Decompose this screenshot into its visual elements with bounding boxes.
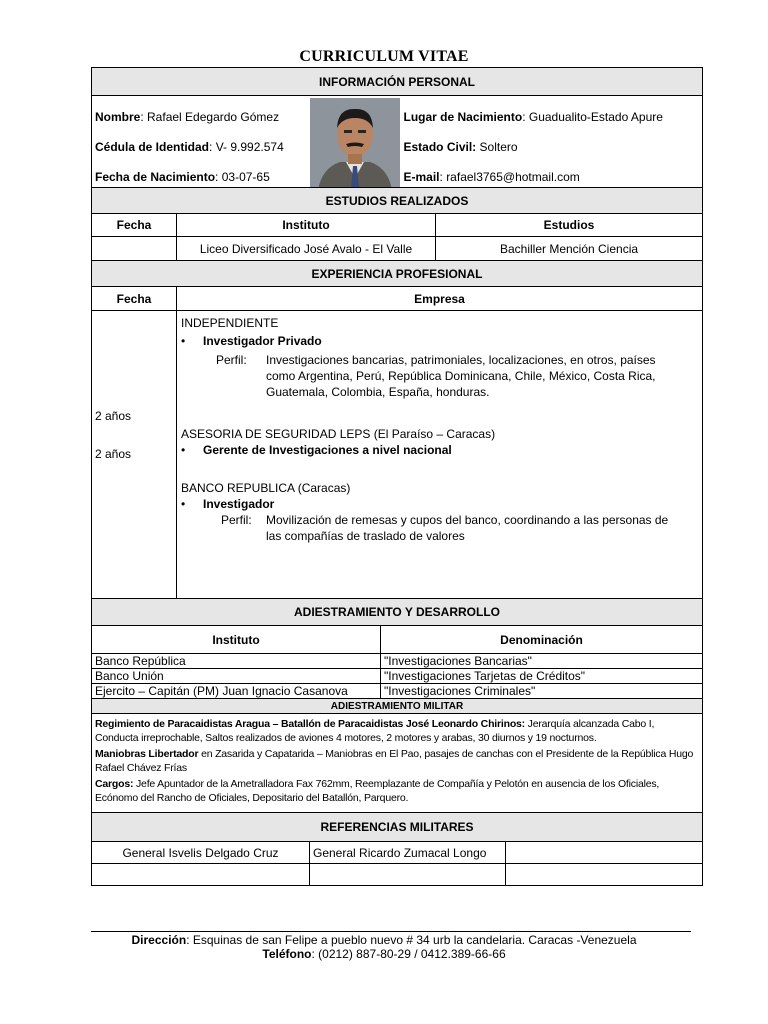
job-1-role: Investigador Privado [203, 334, 322, 348]
military-item-1: Regimiento de Paracaidistas Aragua – Batallón de Paracaidistas José Leonardo Chirinos: Jerarquía alcanzada Cabo I, Conducta irreprochable, Saltos realizados de aviones 4 motores, 2 motores y arabas, 30 diurnos y 19 nocturnos. [95, 718, 655, 744]
studies-header-date: Fecha [92, 214, 177, 237]
studies-header-studies: Estudios [436, 214, 703, 237]
experience-date-1: 2 años [95, 409, 132, 423]
reference-1: General Isvelis Delgado Cruz [92, 842, 310, 864]
dob-value: 03-07-65 [221, 170, 270, 184]
reference-2: General Ricardo Zumacal Longo [310, 842, 506, 864]
email-line: E-mail: rafael3765@hotmail.com [403, 170, 580, 184]
id-value: V- 9.992.574 [215, 140, 284, 154]
job-3-role: Investigador [203, 497, 275, 511]
training-row-2-denomination: "Investigaciones Tarjetas de Créditos" [381, 669, 703, 684]
job-1-profile-line3: Guatemala, Colombia, España, honduras. [266, 385, 490, 399]
training-row-3-institute: Ejercito – Capitán (PM) Juan Ignacio Casanova [92, 684, 381, 699]
personal-info-table [91, 67, 703, 193]
personal-left [92, 96, 309, 193]
job-3-company: BANCO REPUBLICA (Caracas) [181, 481, 351, 495]
military-item-3: Cargos: Jefe Apuntador de la Ametralladora Fax 762mm, Reemplazante de Compañía y Pelotón en ausencia de los Oficiales, Ecónomo del Rancho de Oficiales, Depositario del Batallón, Parquero. [95, 778, 660, 804]
experience-dates [92, 311, 177, 599]
job-2-company: ASESORIA DE SEGURIDAD LEPS (El Paraíso – Caracas) [181, 427, 496, 441]
military-section-header: ADIESTRAMIENTO MILITAR [92, 699, 703, 714]
job-3-profile [181, 512, 699, 544]
birthplace-value: Guadualito-Estado Apure [528, 110, 663, 124]
references-section-header: REFERENCIAS MILITARES [92, 813, 703, 842]
job-2-role: Gerente de Investigaciones a nivel nacional [203, 443, 452, 457]
reference-4 [92, 864, 310, 886]
job-3-profile-line1: Movilización de remesas y cupos del banco, coordinando a las personas de [266, 513, 669, 527]
job-3-profile-line2: las compañías de traslado de valores [266, 529, 465, 543]
training-row-1-institute: Banco República [92, 654, 381, 669]
experience-date-2: 2 años [95, 447, 132, 461]
training-row-3-denomination: "Investigaciones Criminales" [381, 684, 703, 699]
civil-line: Estado Civil: Soltero [403, 140, 518, 154]
profile-photo [310, 98, 400, 190]
military-details [92, 714, 703, 813]
name-line: Nombre: Rafael Edegardo Gómez [95, 110, 280, 124]
dob-line: Fecha de Nacimiento: 03-07-65 [95, 170, 270, 184]
footer-divider [91, 931, 691, 932]
name-value: Rafael Edegardo Gómez [147, 110, 280, 124]
job-3-profile-label: Perfil: [221, 513, 252, 527]
training-row-1-denomination: "Investigaciones Bancarias" [381, 654, 703, 669]
studies-row-institute: Liceo Diversificado José Avalo - El Valle [177, 237, 436, 261]
experience-details [177, 311, 703, 599]
reference-5 [310, 864, 506, 886]
job-1-company: INDEPENDIENTE [181, 316, 279, 330]
studies-section-header: ESTUDIOS REALIZADOS [92, 188, 703, 214]
footer-phone: Teléfono: (0212) 887-80-29 / 0412.389-66-66 [262, 947, 506, 961]
training-section-header: ADIESTRAMIENTO Y DESARROLLO [92, 599, 703, 626]
footer [0, 933, 768, 961]
experience-header-date: Fecha [92, 287, 177, 311]
email-value: rafael3765@hotmail.com [446, 170, 580, 184]
personal-section-header: INFORMACIÓN PERSONAL [92, 68, 703, 96]
job-1-profile-line1: Investigaciones bancarias, patrimoniales, localizaciones, en otros, países [266, 353, 656, 367]
reference-6 [506, 864, 703, 886]
photo-cell [309, 96, 401, 193]
training-row-2-institute: Banco Unión [92, 669, 381, 684]
document-title: CURRICULUM VITAE [299, 48, 469, 65]
studies-row-studies: Bachiller Mención Ciencia [436, 237, 703, 261]
experience-header-company: Empresa [177, 287, 703, 311]
id-line: Cédula de Identidad: V- 9.992.574 [95, 140, 284, 154]
job-2-role-line: • Gerente de Investigaciones a nivel nacional [181, 443, 452, 457]
job-1-role-line: • Investigador Privado [181, 334, 322, 348]
training-header-denomination: Denominación [381, 626, 703, 654]
references-table [91, 812, 703, 886]
military-item-2: Maniobras Libertador en Zasarida y Capatarida – Maniobras en El Pao, pasajes de canchas con el Presidente de la República Hugo Rafael Chávez Frías [95, 748, 694, 774]
reference-3 [506, 842, 703, 864]
job-1-profile-line2: como Argentina, Perú, República Dominicana, Chile, México, Costa Rica, [266, 369, 656, 383]
job-1-profile-label: Perfil: [216, 353, 247, 367]
studies-header-institute: Instituto [177, 214, 436, 237]
footer-address: Dirección: Esquinas de san Felipe a pueblo nuevo # 34 urb la candelaria. Caracas -Venezuela [131, 933, 637, 947]
birthplace-line: Lugar de Nacimiento: Guadualito-Estado Apure [403, 110, 663, 124]
studies-table [91, 187, 703, 261]
experience-section-header: EXPERIENCIA PROFESIONAL [92, 261, 703, 287]
experience-table [91, 260, 703, 599]
training-table [91, 598, 703, 813]
job-3-role-line: • Investigador [181, 497, 275, 511]
civil-value: Soltero [479, 140, 518, 154]
job-1-profile [181, 352, 699, 400]
studies-row-date [92, 237, 177, 261]
personal-right [401, 96, 703, 193]
training-header-institute: Instituto [92, 626, 381, 654]
